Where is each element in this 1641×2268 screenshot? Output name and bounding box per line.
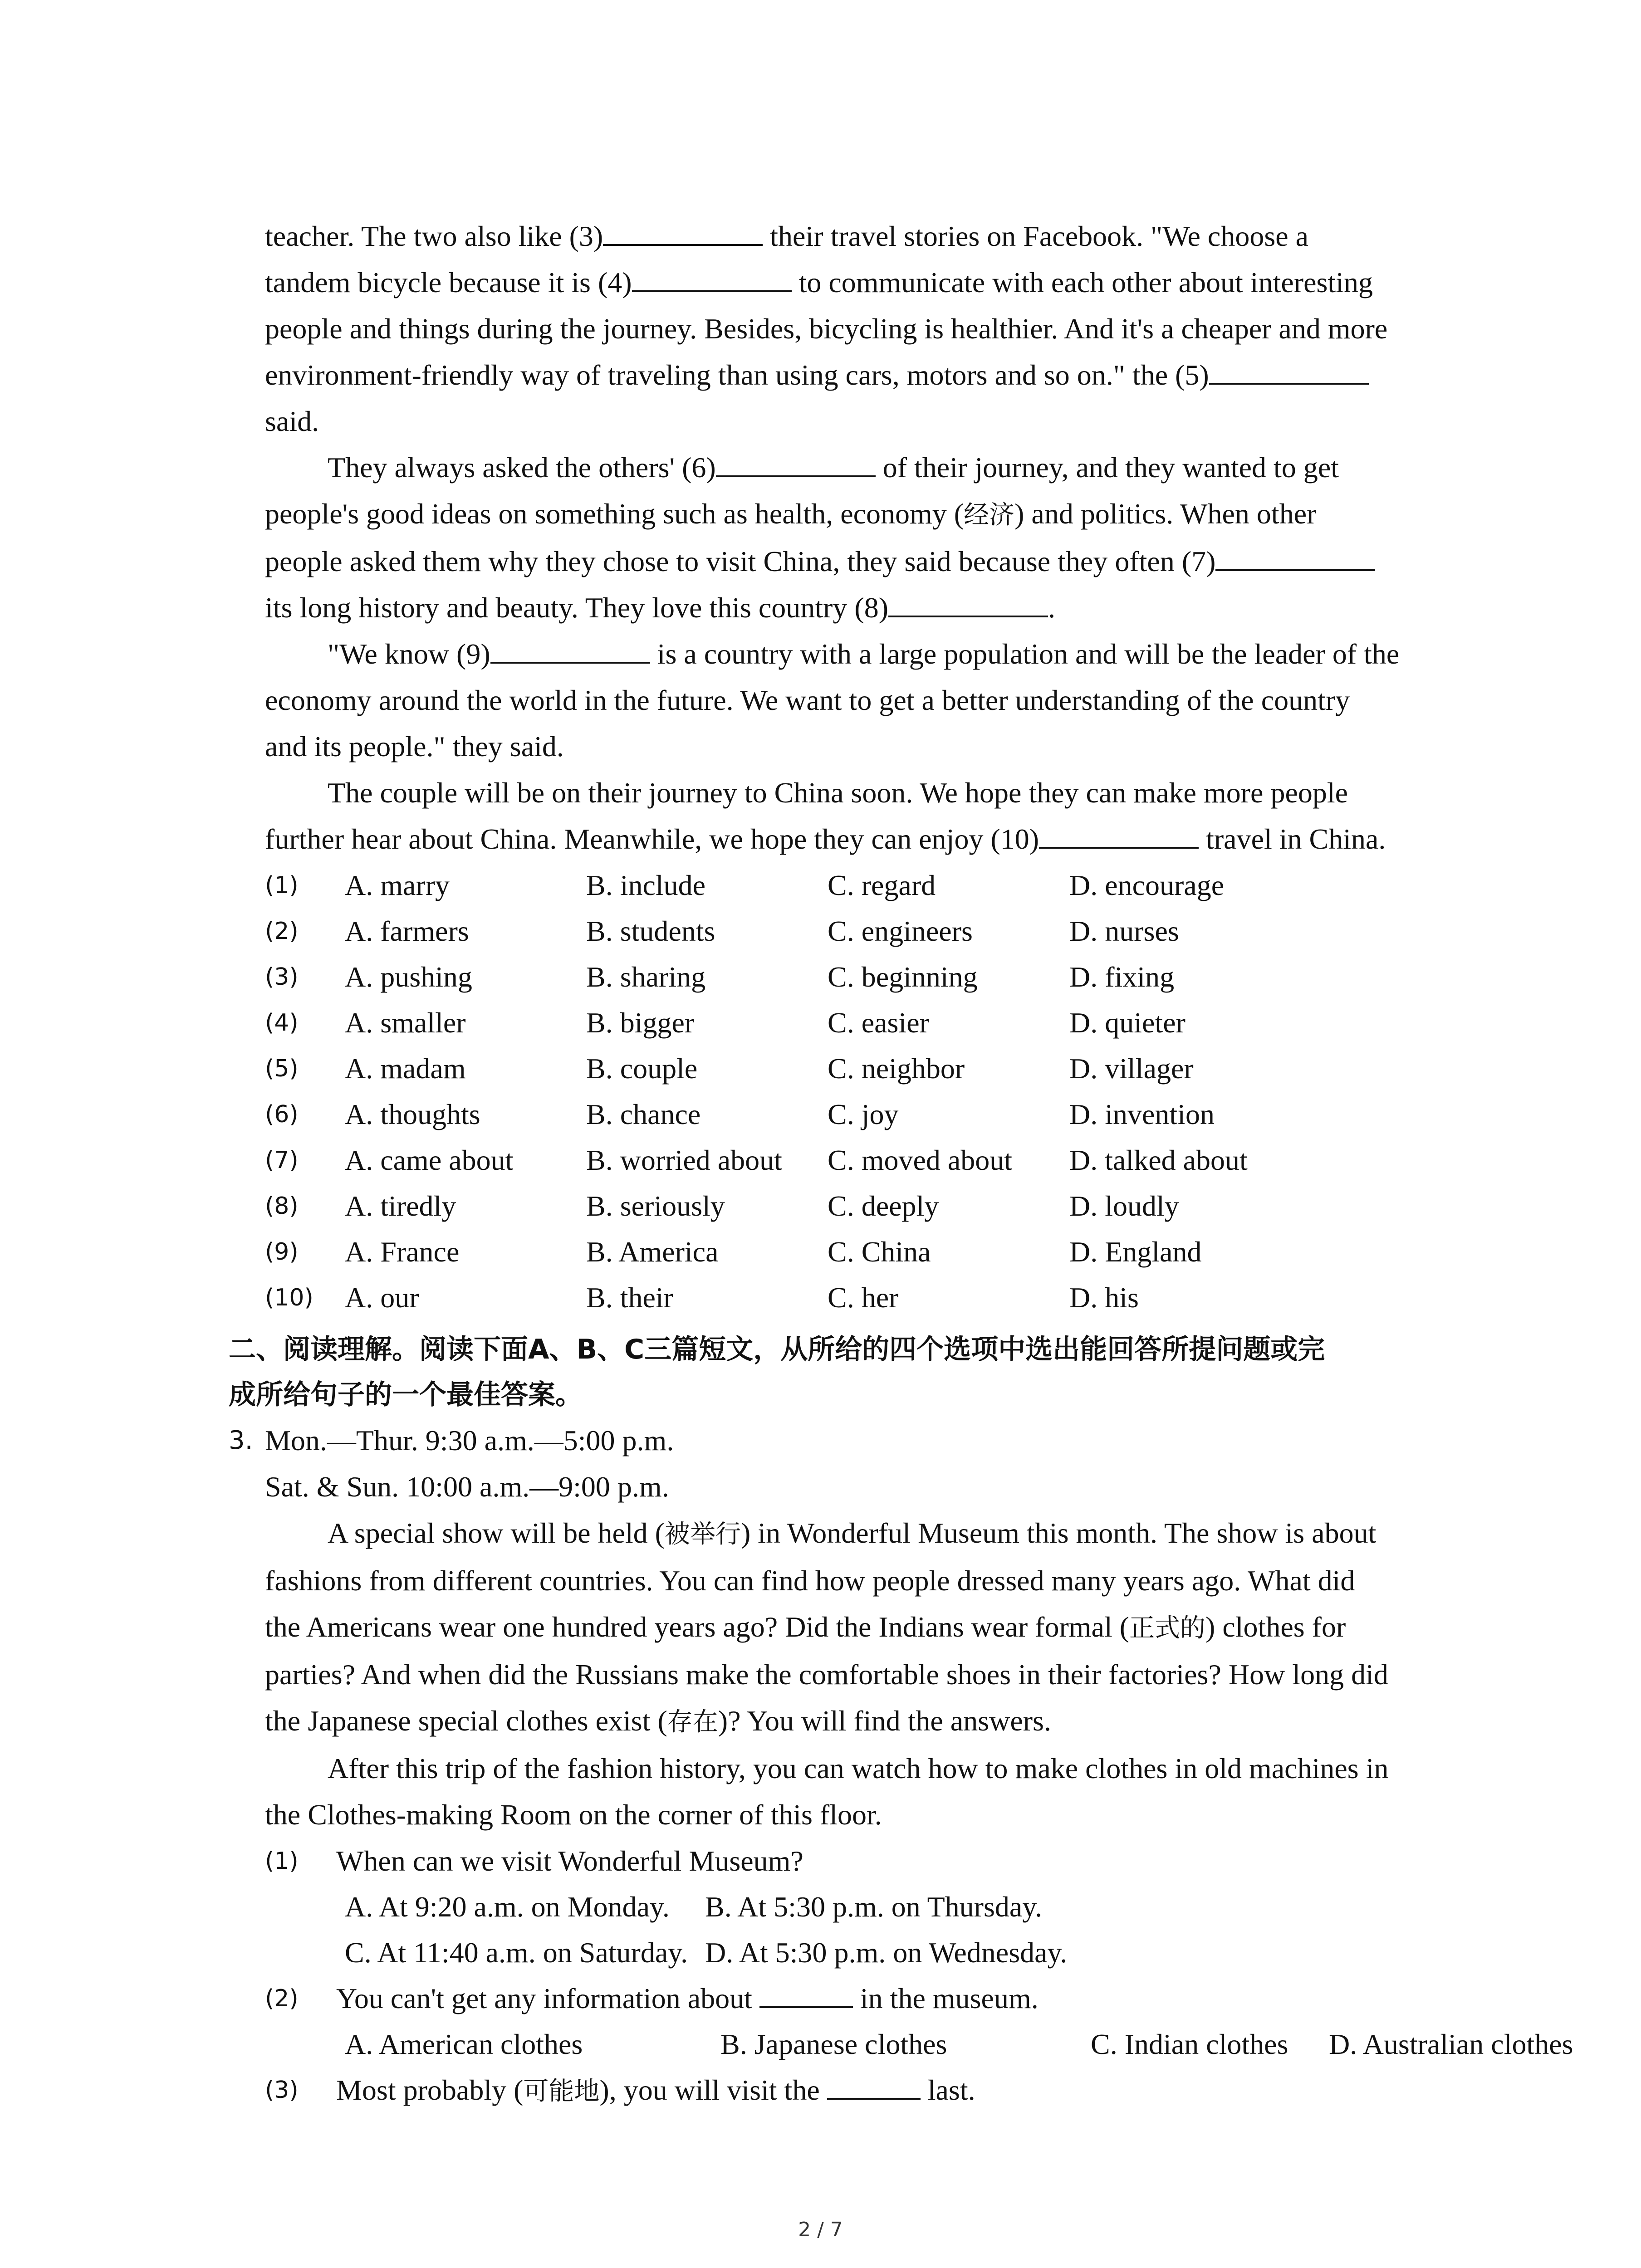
passage-text: the Japanese special clothes exist ( (265, 1705, 667, 1737)
option-a[interactable]: A. pushing (345, 961, 472, 993)
option-a[interactable]: A. madam (345, 1052, 466, 1085)
passage-text: "We know (9) (328, 638, 490, 670)
question-stem: last. (920, 2074, 975, 2106)
page-content (229, 213, 1573, 2113)
option-d[interactable]: D. villager (1069, 1052, 1194, 1085)
option-row-4 (265, 1000, 1463, 1046)
question-number: (2) (265, 918, 299, 945)
passage-text: and its people." they said. (265, 730, 564, 763)
option-a[interactable]: A. At 9:20 a.m. on Monday. (345, 1891, 670, 1923)
page-number: 2 / 7 (798, 2218, 843, 2241)
question-stem: You can't get any information about (336, 1982, 759, 2014)
passage-text: fashions from different countries. You can find how people dressed many years ago. What did (265, 1564, 1355, 1597)
question-number: (1) (265, 1848, 299, 1875)
option-a[interactable]: A. France (345, 1236, 460, 1268)
cloze-paragraph-4 (265, 770, 1463, 862)
question-number: (10) (265, 1284, 314, 1311)
option-a[interactable]: A. farmers (345, 915, 469, 947)
option-d[interactable]: D. encourage (1069, 869, 1225, 901)
option-d[interactable]: D. Australian clothes (1329, 2028, 1573, 2060)
option-d[interactable]: D. talked about (1069, 1144, 1248, 1176)
option-c[interactable]: C. easier (828, 1007, 929, 1039)
option-b[interactable]: B. chance (586, 1098, 701, 1130)
option-d[interactable]: D. loudly (1069, 1190, 1179, 1222)
option-row-3 (265, 954, 1463, 1000)
option-c[interactable]: C. her (828, 1281, 899, 1314)
option-c[interactable]: C. neighbor (828, 1052, 965, 1085)
option-b[interactable]: B. At 5:30 p.m. on Thursday. (705, 1891, 1043, 1923)
passage-text: After this trip of the fashion history, you can watch how to make clothes in old machines in (328, 1752, 1389, 1784)
answer-blank-4 (632, 263, 792, 292)
option-c[interactable]: C. moved about (828, 1144, 1013, 1176)
question-number: (5) (265, 1055, 299, 1082)
section-heading-line: 二、阅读理解。阅读下面A、B、C三篇短文，从所给的四个选项中选出能回答所提问题或完 (229, 1334, 1325, 1365)
question-number: (6) (265, 1101, 299, 1128)
option-c[interactable]: C. joy (828, 1098, 899, 1130)
passage-text: said. (265, 405, 319, 437)
passage-text: people asked them why they chose to visit China, they said because they often (7) (265, 545, 1216, 577)
option-b[interactable]: B. worried about (586, 1144, 782, 1176)
option-row-7 (265, 1137, 1463, 1183)
passage-text: ) in Wonderful Museum this month. The show is about (740, 1517, 1376, 1549)
passage-text: the Americans wear one hundred years ago? Did the Indians wear formal ( (265, 1611, 1130, 1643)
question-number: 3. (229, 1426, 253, 1455)
option-b[interactable]: B. students (586, 915, 715, 947)
question-stem: When can we visit Wonderful Museum? (336, 1845, 803, 1877)
passage-text: ) clothes for (1205, 1611, 1346, 1643)
question-number: (4) (265, 1009, 299, 1036)
option-b[interactable]: B. America (586, 1236, 719, 1268)
question-number: (1) (265, 872, 299, 899)
answer-blank-7 (1215, 542, 1375, 571)
answer-blank-6 (716, 448, 876, 477)
passage-text: environment-friendly way of traveling than using cars, motors and so on." the (5) (265, 359, 1209, 391)
section-heading (229, 1327, 1463, 1418)
cloze-options-list (265, 862, 1463, 1320)
option-b[interactable]: B. their (586, 1281, 673, 1314)
option-d[interactable]: D. fixing (1069, 961, 1175, 993)
option-d[interactable]: D. his (1069, 1281, 1139, 1314)
passage-text: )? You will find the answers. (718, 1705, 1051, 1737)
question-number: (9) (265, 1238, 299, 1266)
chinese-gloss: 可能地 (523, 2077, 600, 2106)
passage-text: of their journey, and they wanted to get (875, 451, 1339, 484)
option-b[interactable]: B. couple (586, 1052, 698, 1085)
question-number: (3) (265, 2077, 299, 2104)
question-number: (3) (265, 963, 299, 991)
chinese-gloss: 正式的 (1129, 1613, 1206, 1643)
passage-text: . (1048, 591, 1055, 624)
option-c[interactable]: C. regard (828, 869, 936, 901)
option-a[interactable]: A. American clothes (345, 2028, 583, 2060)
question-number: (2) (265, 1985, 299, 2012)
passage-text: further hear about China. Meanwhile, we hope they can enjoy (10) (265, 823, 1039, 855)
option-b[interactable]: B. sharing (586, 961, 706, 993)
answer-blank-9 (490, 635, 650, 664)
option-row-6 (265, 1091, 1463, 1137)
option-b[interactable]: B. Japanese clothes (720, 2028, 947, 2060)
option-b[interactable]: B. include (586, 869, 706, 901)
passage-text: parties? And when did the Russians make the comfortable shoes in their factories? How long did (265, 1658, 1388, 1691)
option-row-2 (265, 908, 1463, 954)
option-c[interactable]: C. engineers (828, 915, 973, 947)
passage-text: A special show will be held ( (328, 1517, 665, 1549)
option-c[interactable]: C. At 11:40 a.m. on Saturday. (345, 1936, 688, 1969)
passage-text: travel in China. (1199, 823, 1386, 855)
section-heading-line: 成所给句子的一个最佳答案。 (229, 1379, 583, 1411)
chinese-gloss: 被举行 (664, 1520, 741, 1549)
choice-row (265, 2021, 1573, 2067)
answer-blank-3 (603, 217, 763, 246)
chinese-gloss: 存在 (667, 1707, 718, 1737)
option-a[interactable]: A. thoughts (345, 1098, 480, 1130)
option-c[interactable]: C. deeply (828, 1190, 939, 1222)
cloze-paragraph-2 (265, 445, 1463, 631)
cloze-paragraph-1 (265, 213, 1463, 445)
passage-text: ) and politics. When other (1014, 498, 1317, 530)
question-stem: ), you will visit the (599, 2074, 827, 2106)
sub-question-2 (265, 1975, 1463, 2021)
question-stem: Most probably ( (336, 2074, 524, 2106)
answer-blank (759, 1979, 853, 2008)
passage-text: teacher. The two also like (3) (265, 220, 603, 252)
option-c[interactable]: C. China (828, 1236, 931, 1268)
choice-row (265, 1930, 1463, 1975)
option-a[interactable]: A. came about (345, 1144, 514, 1176)
option-row-9 (265, 1229, 1463, 1275)
passage-text: economy around the world in the future. We want to get a better understanding of the country (265, 684, 1350, 716)
answer-blank-5 (1209, 356, 1369, 385)
answer-blank-8 (888, 588, 1048, 617)
sub-question-3 (265, 2067, 1463, 2113)
option-d[interactable]: D. invention (1069, 1098, 1215, 1130)
passage-text: its long history and beauty. They love this country (8) (265, 591, 888, 624)
option-b[interactable]: B. bigger (586, 1007, 695, 1039)
passage-text: They always asked the others' (6) (328, 451, 716, 484)
passage-text: people's good ideas on something such as health, economy ( (265, 498, 964, 530)
answer-blank (827, 2071, 921, 2100)
option-a[interactable]: A. marry (345, 869, 450, 901)
sub-question-1 (265, 1838, 1463, 1884)
option-d[interactable]: D. nurses (1069, 915, 1179, 947)
option-b[interactable]: B. seriously (586, 1190, 725, 1222)
cloze-paragraph-3 (265, 631, 1463, 770)
option-d[interactable]: D. quieter (1069, 1007, 1185, 1039)
option-c[interactable]: C. Indian clothes (1091, 2028, 1288, 2060)
passage-text: to communicate with each other about interesting (791, 266, 1373, 298)
option-a[interactable]: A. our (345, 1281, 419, 1314)
option-d[interactable]: D. England (1069, 1236, 1202, 1268)
passage-text: people and things during the journey. Besides, bicycling is healthier. And it's a cheaper and more (265, 313, 1388, 345)
question-number: (7) (265, 1147, 299, 1174)
reading-question-3 (229, 1418, 1573, 2113)
question-stem: in the museum. (852, 1982, 1038, 2014)
option-row-8 (265, 1183, 1463, 1229)
passage-text: their travel stories on Facebook. "We choose a (763, 220, 1309, 252)
passage-text: is a country with a large population and will be the leader of the (650, 638, 1400, 670)
option-d[interactable]: D. At 5:30 p.m. on Wednesday. (705, 1936, 1068, 1969)
option-row-1 (265, 862, 1463, 908)
passage-text: tandem bicycle because it is (4) (265, 266, 632, 298)
opening-hours: Mon.—Thur. 9:30 a.m.—5:00 p.m. (265, 1424, 674, 1457)
option-c[interactable]: C. beginning (828, 961, 978, 993)
chinese-gloss: 经济 (964, 500, 1015, 530)
option-row-5 (265, 1046, 1463, 1091)
option-a[interactable]: A. tiredly (345, 1190, 456, 1222)
choice-row (265, 1884, 1463, 1930)
option-row-10 (265, 1275, 1463, 1320)
opening-hours: Sat. & Sun. 10:00 a.m.—9:00 p.m. (265, 1471, 669, 1503)
answer-blank-10 (1039, 820, 1199, 849)
passage-text: The couple will be on their journey to China soon. We hope they can make more people (328, 777, 1348, 809)
option-a[interactable]: A. smaller (345, 1007, 466, 1039)
question-number: (8) (265, 1193, 299, 1220)
passage-text: the Clothes-making Room on the corner of this floor. (265, 1799, 882, 1831)
